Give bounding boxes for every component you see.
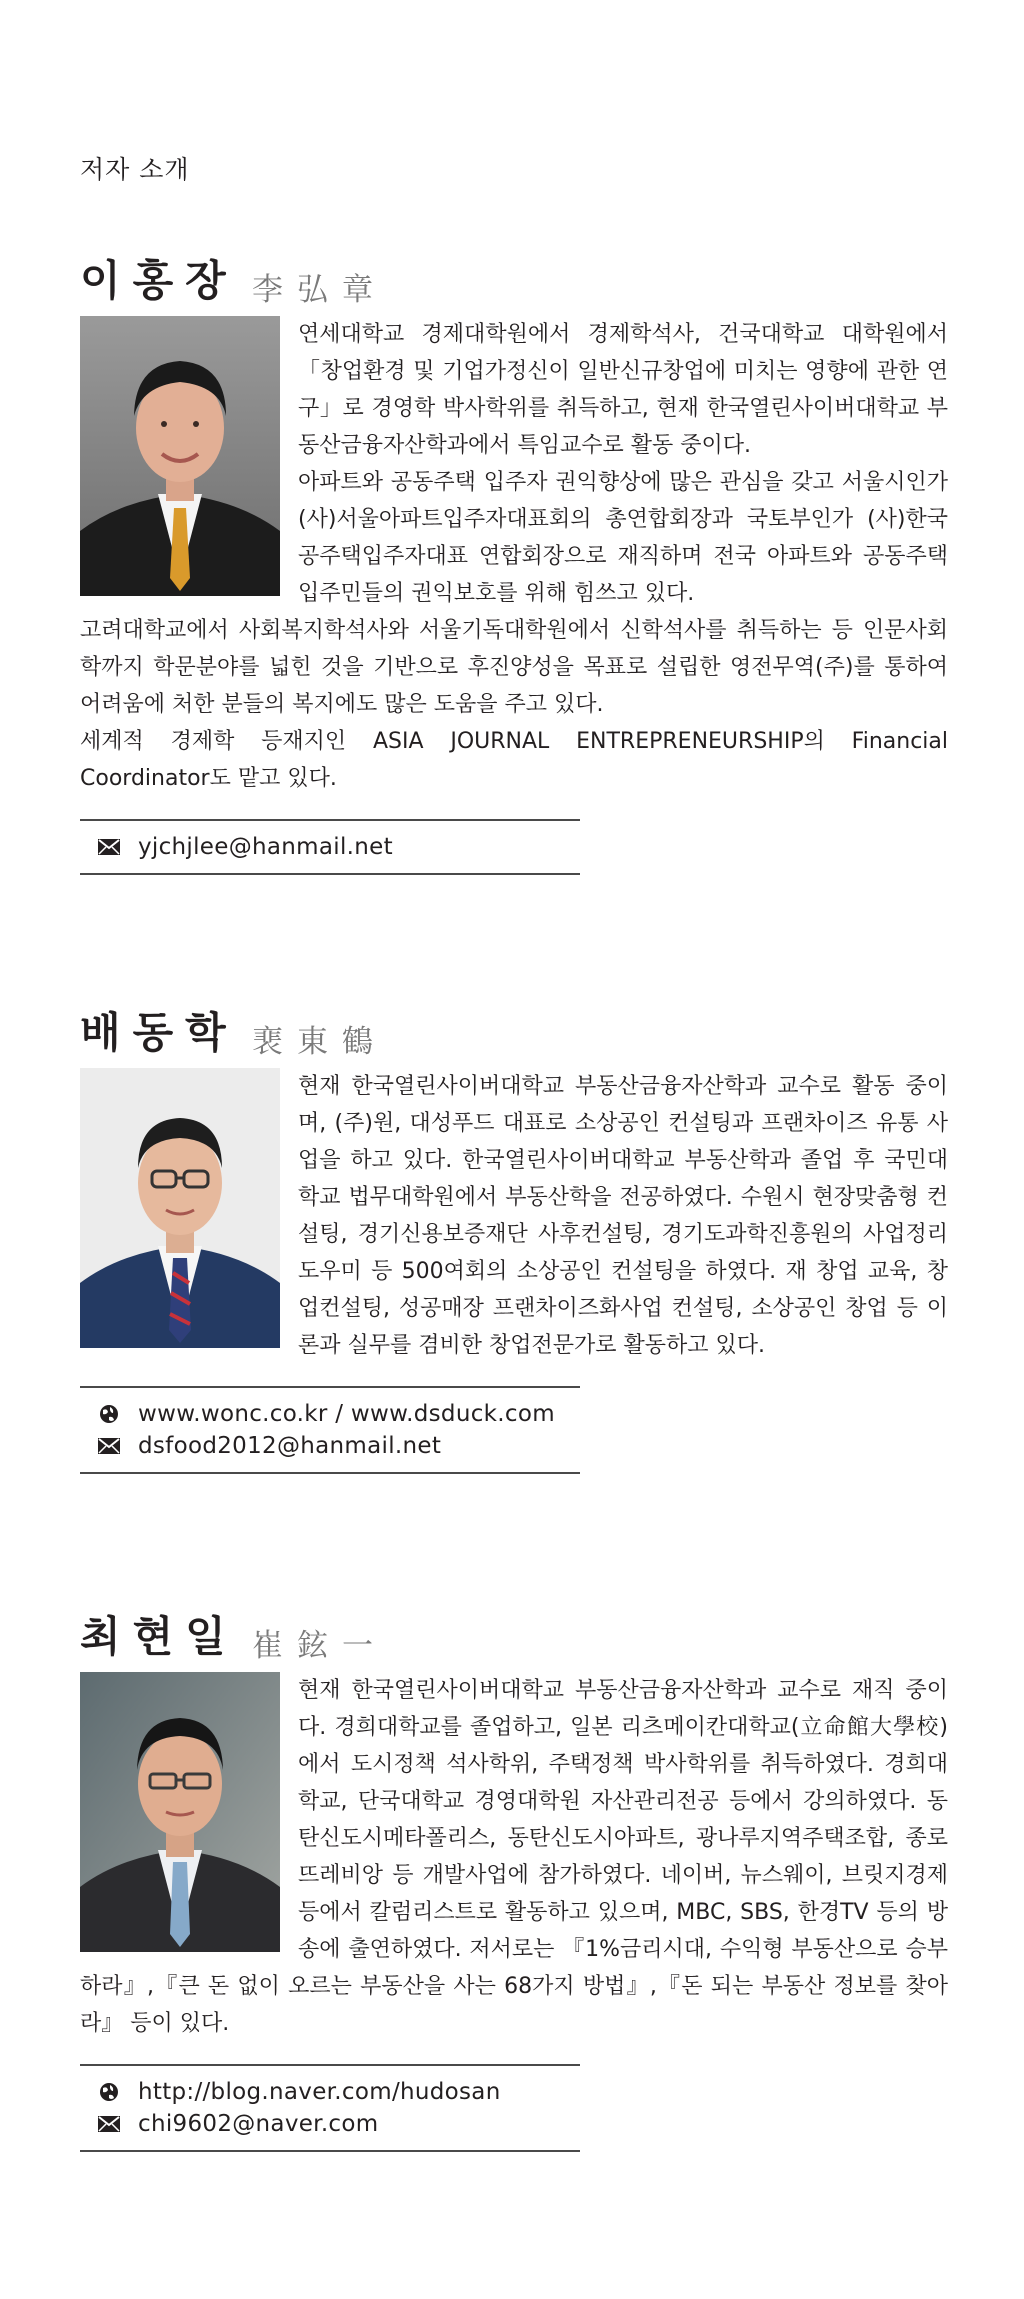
author-hanja-name: 崔鉉一 — [252, 1628, 387, 1664]
mail-icon — [98, 836, 120, 858]
globe-icon — [98, 1403, 120, 1425]
author-photo — [80, 1068, 280, 1348]
author-bio-paragraph: 고려대학교에서 사회복지학석사와 서울기독대학원에서 신학석사를 취득하는 등 인문사회학까지 학문분야를 넓힌 것을 기반으로 후진양성을 목표로 설립한 영전무역(주)를 통하여 어려움에 처한 분들의 복지에도 많은 도움을 주고 있다. — [80, 618, 948, 717]
email-text: chi9602@naver.com — [138, 2111, 379, 2137]
email-text: yjchjlee@hanmail.net — [138, 834, 393, 860]
author-bio — [80, 1068, 948, 1364]
author-bio — [80, 1672, 948, 2042]
author-contact-box — [80, 1386, 580, 1474]
author-name: 최현일 — [80, 1612, 238, 1661]
author-photo — [80, 1672, 280, 1952]
author-bio — [80, 316, 948, 797]
author-bio-paragraph: 현재 한국열린사이버대학교 부동산금융자산학과 교수로 재직 중이다. 경희대학교를 졸업하고, 일본 리츠메이칸대학교(立命館大學校)에서 도시정책 석사학위, 주택정책 박사학위를 취득하였다. 경희대학교, 단국대학교 경영대학원 자산관리전공 등에서 강의하였다. 동탄신도시메타폴리스, 동탄신도시아파트, 광나루지역주택조합, 종로뜨레비앙 등 개발사업에 참가하였다. 네이버, 뉴스웨이, 브릿지경제 등에서 칼럼리스트로 활동하고 있으며, MBC, SBS, 한경TV 등의 방송에 출연하였다. 저서로는 『1%금리시대, 수익형 부동산으로 승부하라』,『큰 돈 없이 오르는 부동산을 사는 68가지 방법』,『돈 되는 부동산 정보를 찾아라』 등이 있다. — [80, 1678, 948, 2036]
contact-website[interactable] — [80, 1398, 580, 1430]
website-text: www.wonc.co.kr / www.dsduck.com — [138, 1401, 555, 1427]
author-contact-box — [80, 819, 580, 875]
author-card — [80, 1000, 948, 1474]
mail-icon — [98, 2113, 120, 2135]
author-name: 이홍장 — [80, 256, 238, 305]
section-title: 저자 소개 — [80, 155, 190, 184]
author-card — [80, 1604, 948, 2152]
contact-email[interactable] — [80, 1430, 580, 1462]
author-contact-box — [80, 2064, 580, 2152]
author-name: 배동학 — [80, 1008, 238, 1057]
contact-website[interactable] — [80, 2076, 580, 2108]
author-bio-paragraph: 아파트와 공동주택 입주자 권익향상에 많은 관심을 갖고 서울시인가 (사)서울아파트입주자대표회의 총연합회장과 국토부인가 (사)한국공주택입주자대표 연합회장으로 재직하며 전국 아파트와 공동주택 입주민들의 권익보호를 위해 힘쓰고 있다. — [298, 470, 948, 606]
globe-icon — [98, 2081, 120, 2103]
contact-email[interactable] — [80, 831, 580, 863]
author-bio-paragraph: 연세대학교 경제대학원에서 경제학석사, 건국대학교 대학원에서 「창업환경 및 기업가정신이 일반신규창업에 미치는 영향에 관한 연구」로 경영학 박사학위를 취득하고, 현재 한국열린사이버대학교 부동산금융자산학과에서 특임교수로 활동 중이다. — [298, 322, 948, 458]
author-bio-paragraph: 현재 한국열린사이버대학교 부동산금융자산학과 교수로 활동 중이며, (주)원, 대성푸드 대표로 소상공인 컨설팅과 프랜차이즈 유통 사업을 하고 있다. 한국열린사이버대학교 부동산학과 졸업 후 국민대학교 법무대학원에서 부동산학을 전공하였다. 수원시 현장맞춤형 컨설팅, 경기신용보증재단 사후컨설팅, 경기도과학진흥원의 사업정리도우미 등 500여회의 소상공인 컨설팅을 하였다. 재 창업 교육, 창업컨설팅, 성공매장 프랜차이즈화사업 컨설팅, 소상공인 창업 등 이론과 실무를 겸비한 창업전문가로 활동하고 있다. — [298, 1074, 948, 1358]
author-name-row — [80, 248, 948, 318]
author-name-row — [80, 1604, 948, 1674]
author-photo — [80, 316, 280, 596]
website-text: http://blog.naver.com/hudosan — [138, 2079, 501, 2105]
author-hanja-name: 裵東鶴 — [252, 1024, 387, 1060]
author-bio-paragraph: 세계적 경제학 등재지인 ASIA JOURNAL ENTREPRENEURSHIP의 Financial Coordinator도 맡고 있다. — [80, 729, 948, 791]
contact-email[interactable] — [80, 2108, 580, 2140]
mail-icon — [98, 1435, 120, 1457]
email-text: dsfood2012@hanmail.net — [138, 1433, 442, 1459]
author-name-row — [80, 1000, 948, 1070]
author-hanja-name: 李弘章 — [252, 272, 387, 308]
author-card — [80, 248, 948, 875]
